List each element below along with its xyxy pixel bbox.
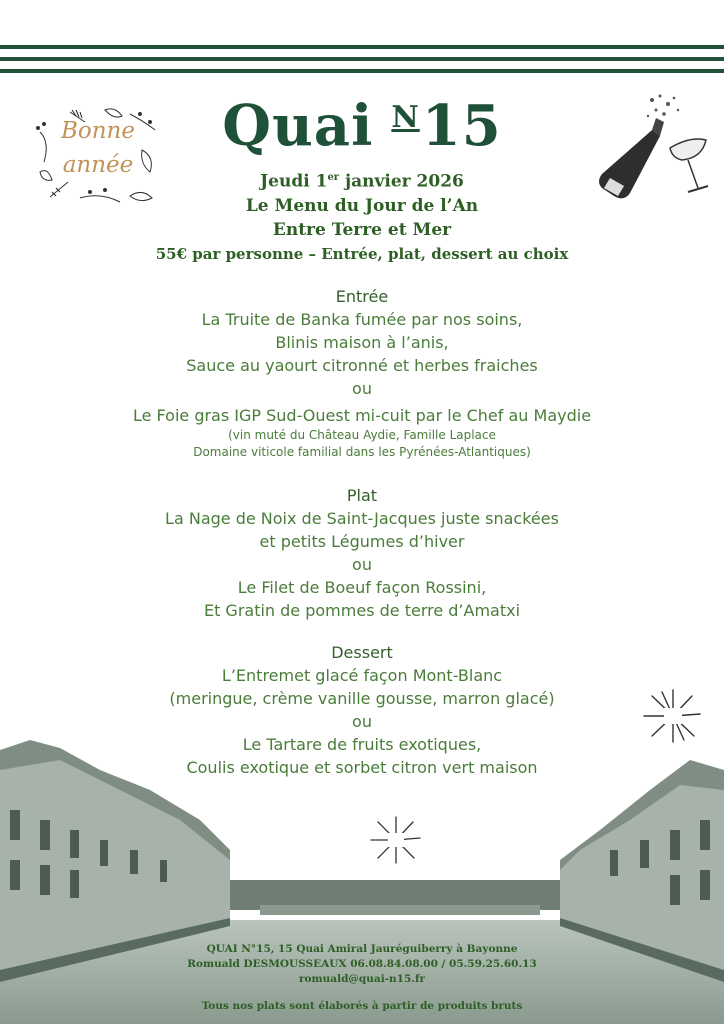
menu-or: ou [352, 379, 372, 398]
menu-line: Blinis maison à l’anis, [275, 333, 449, 352]
firework-icon [368, 814, 424, 866]
menu-or: ou [352, 555, 372, 574]
menu-theme: Entre Terre et Mer [272, 219, 452, 240]
footer-note: Tous nos plats sont élaborés à partir de produits bruts [201, 1000, 523, 1012]
menu-line: Le Tartare de fruits exotiques, [242, 735, 482, 754]
menu-line: Et Gratin de pommes de terre d’Amatxi [203, 601, 521, 620]
top-rule-3 [0, 69, 724, 73]
top-rule-1 [0, 45, 724, 49]
menu-line: et petits Légumes d’hiver [259, 532, 465, 551]
section-title: Dessert [331, 643, 393, 662]
menu-name: Le Menu du Jour de l’An [245, 195, 479, 216]
menu-line: Coulis exotique et sorbet citron vert maison [186, 758, 538, 777]
section-plat [0, 485, 724, 622]
contact-phone: Romuald DESMOUSSEAUX 06.08.84.08.00 / 05.59.25.60.13 [187, 958, 537, 970]
greeting-line-1: Bonne [61, 118, 135, 144]
section-entree [0, 286, 724, 461]
contact-email[interactable]: romuald@quai-n15.fr [299, 973, 425, 985]
title-number: 15 [421, 93, 502, 159]
footer-contact [0, 942, 724, 1014]
top-rule-2 [0, 57, 724, 61]
menu-line: Le Filet de Boeuf façon Rossini, [237, 578, 487, 597]
greeting-line-2: année [62, 152, 134, 178]
menu-line: Sauce au yaourt citronné et herbes fraiches [186, 356, 538, 375]
menu-line: Le Foie gras IGP Sud-Ouest mi-cuit par le Chef au Maydie [132, 406, 592, 425]
menu-headlines [0, 166, 724, 266]
menu-body [0, 286, 724, 779]
menu-or: ou [352, 712, 372, 731]
section-title: Entrée [335, 287, 389, 306]
title-main: Quai [222, 93, 374, 159]
menu-line: La Truite de Banka fumée par nos soins, [201, 310, 523, 329]
menu-note: (vin muté du Château Aydie, Famille Laplace [228, 428, 496, 442]
address: QUAI N°15, 15 Quai Amiral Jauréguiberry à Bayonne [206, 943, 518, 955]
menu-price: 55€ par personne – Entrée, plat, dessert au choix [155, 244, 569, 263]
menu-line: La Nage de Noix de Saint-Jacques juste snackées [165, 509, 559, 528]
title-number-sign: N [391, 100, 420, 135]
section-title: Plat [346, 486, 378, 505]
menu-line: (meringue, crème vanille gousse, marron glacé) [169, 689, 555, 708]
firework-icon [640, 686, 706, 746]
event-date: Jeudi 1er janvier 2026 [260, 171, 464, 192]
menu-line: L’Entremet glacé façon Mont-Blanc [221, 666, 503, 685]
menu-note: Domaine viticole familial dans les Pyrénées-Atlantiques) [193, 445, 531, 459]
